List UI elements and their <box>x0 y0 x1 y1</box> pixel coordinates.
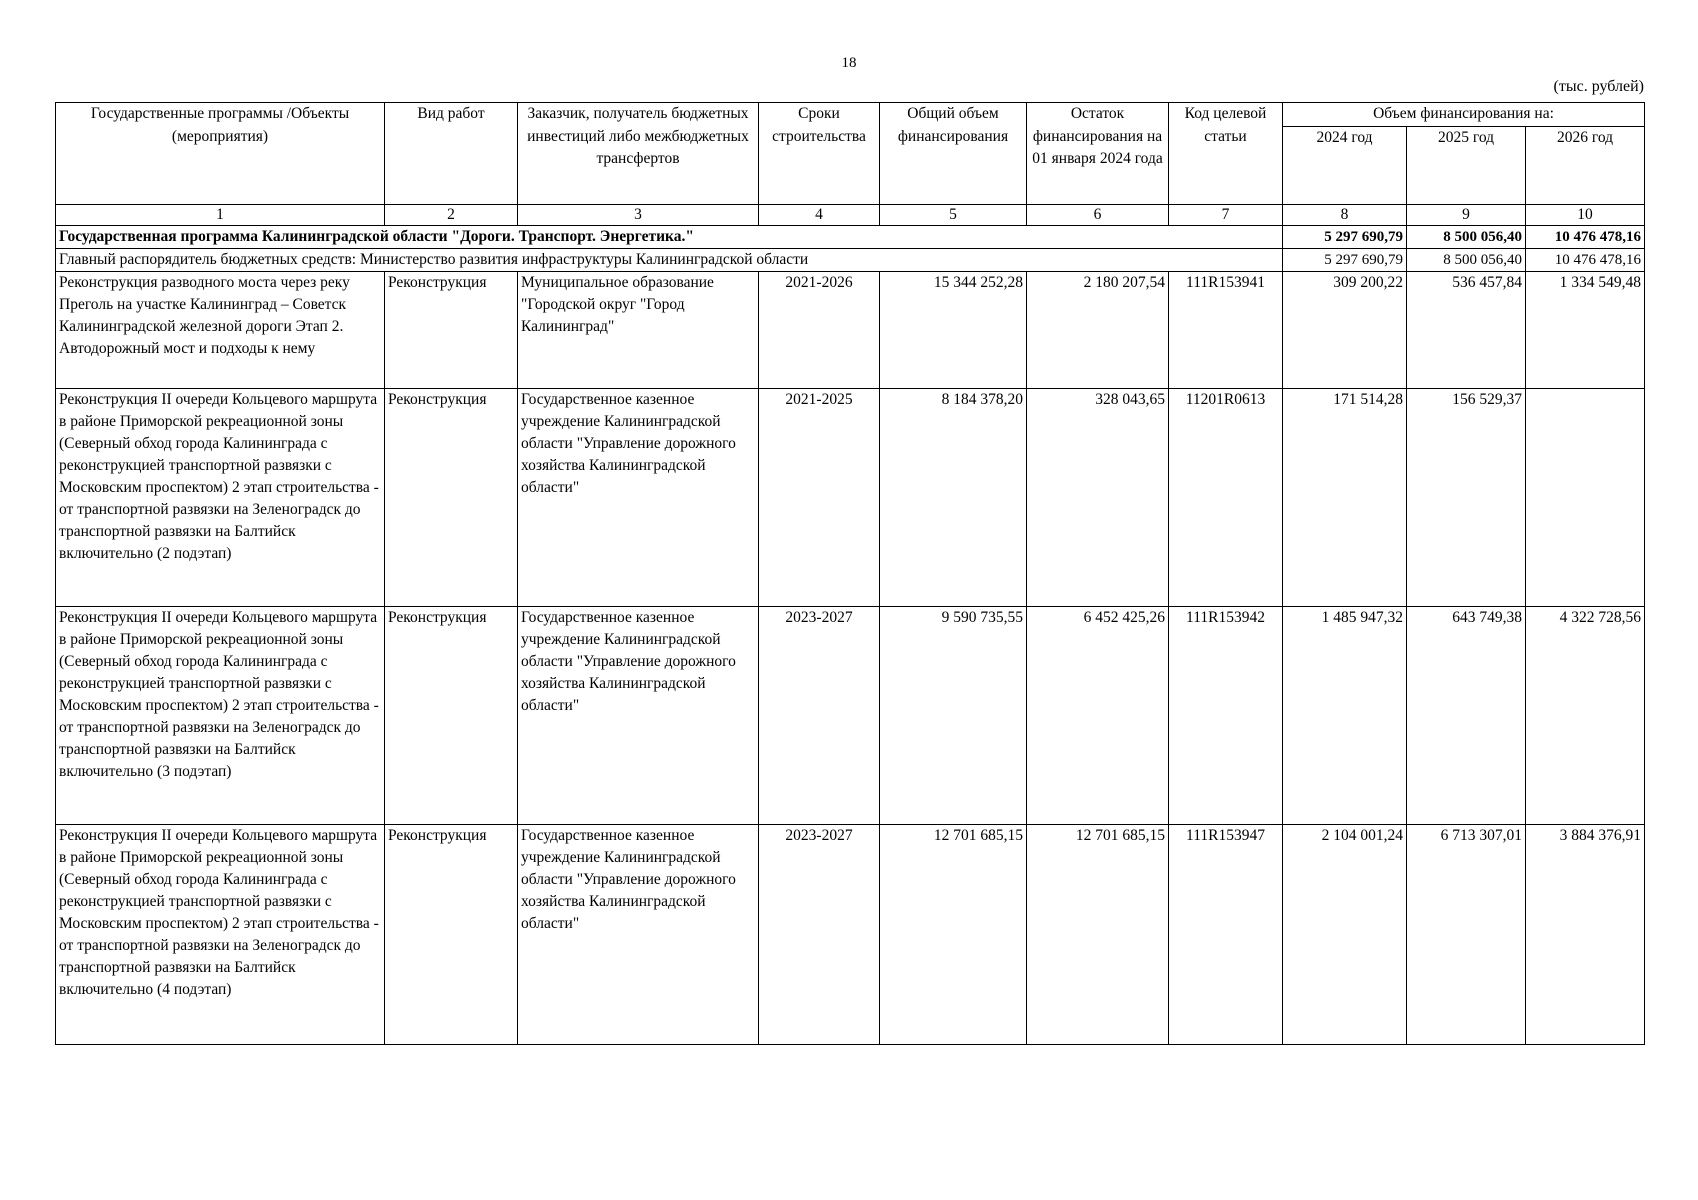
total-financing: 15 344 252,28 <box>880 272 1027 389</box>
customer: Муниципальное образование "Городской округ "Город Калининград" <box>518 272 759 389</box>
header-2024: 2024 год <box>1283 126 1407 205</box>
table-row <box>56 389 1645 607</box>
object-name: Реконструкция II очереди Кольцевого маршрута в районе Приморской рекреационной зоны (Северный обход города Калининграда с реконструкцией транспортной развязки с Московским проспектом) 2 этап строительства - от транспортной развязки на Зеленоградск до транспортной развязки на Балтийск включительно (3 подэтап) <box>56 607 385 825</box>
header-code: Код целевой статьи <box>1169 103 1283 205</box>
header-row-1 <box>56 103 1645 127</box>
header-total: Общий объем финансирования <box>880 103 1027 205</box>
program-row <box>56 226 1645 249</box>
header-customer: Заказчик, получатель бюджетных инвестиций либо межбюджетных трансфертов <box>518 103 759 205</box>
total-financing: 9 590 735,55 <box>880 607 1027 825</box>
column-number: 6 <box>1027 205 1169 226</box>
funding-2025: 643 749,38 <box>1407 607 1526 825</box>
funding-2026: 3 884 376,91 <box>1526 825 1645 1045</box>
distributor-2025: 8 500 056,40 <box>1407 249 1526 272</box>
column-number: 10 <box>1526 205 1645 226</box>
units-label: (тыс. рублей) <box>1553 78 1644 95</box>
header-2025: 2025 год <box>1407 126 1526 205</box>
program-2025: 8 500 056,40 <box>1407 226 1526 249</box>
funding-2025: 156 529,37 <box>1407 389 1526 607</box>
customer: Государственное казенное учреждение Калининградской области "Управление дорожного хозяйства Калининградской области" <box>518 389 759 607</box>
table-row <box>56 607 1645 825</box>
funding-2024: 309 200,22 <box>1283 272 1407 389</box>
program-2024: 5 297 690,79 <box>1283 226 1407 249</box>
terms: 2021-2025 <box>759 389 880 607</box>
distributor-title: Главный распорядитель бюджетных средств: Министерство развития инфраструктуры Калининградской области <box>56 249 1283 272</box>
terms: 2023-2027 <box>759 607 880 825</box>
funding-2026: 4 322 728,56 <box>1526 607 1645 825</box>
distributor-2024: 5 297 690,79 <box>1283 249 1407 272</box>
header-2026: 2026 год <box>1526 126 1645 205</box>
table-row <box>56 272 1645 389</box>
target-code: 111R153947 <box>1169 825 1283 1045</box>
total-financing: 8 184 378,20 <box>880 389 1027 607</box>
customer: Государственное казенное учреждение Калининградской области "Управление дорожного хозяйства Калининградской области" <box>518 607 759 825</box>
total-financing: 12 701 685,15 <box>880 825 1027 1045</box>
column-number: 9 <box>1407 205 1526 226</box>
target-code: 11201R0613 <box>1169 389 1283 607</box>
work-type: Реконструкция <box>385 389 518 607</box>
terms: 2021-2026 <box>759 272 880 389</box>
remainder: 6 452 425,26 <box>1027 607 1169 825</box>
object-name: Реконструкция разводного моста через реку Преголь на участке Калининград – Советск Калининградской железной дороги Этап 2. Автодорожный мост и подходы к нему <box>56 272 385 389</box>
page-number: 18 <box>841 55 857 71</box>
program-title: Государственная программа Калининградской области "Дороги. Транспорт. Энергетика." <box>56 226 1283 249</box>
funding-2025: 6 713 307,01 <box>1407 825 1526 1045</box>
customer: Государственное казенное учреждение Калининградской области "Управление дорожного хозяйства Калининградской области" <box>518 825 759 1045</box>
column-number: 1 <box>56 205 385 226</box>
column-number-row <box>56 205 1645 226</box>
table-row <box>56 825 1645 1045</box>
column-number: 7 <box>1169 205 1283 226</box>
target-code: 111R153942 <box>1169 607 1283 825</box>
header-funding-group: Объем финансирования на: <box>1283 103 1645 127</box>
column-number: 4 <box>759 205 880 226</box>
header-terms: Сроки строительства <box>759 103 880 205</box>
funding-2025: 536 457,84 <box>1407 272 1526 389</box>
target-code: 111R153941 <box>1169 272 1283 389</box>
funding-2024: 2 104 001,24 <box>1283 825 1407 1045</box>
funding-2024: 1 485 947,32 <box>1283 607 1407 825</box>
funding-2024: 171 514,28 <box>1283 389 1407 607</box>
column-number: 8 <box>1283 205 1407 226</box>
work-type: Реконструкция <box>385 272 518 389</box>
financing-table <box>55 102 1645 1045</box>
distributor-row <box>56 249 1645 272</box>
remainder: 12 701 685,15 <box>1027 825 1169 1045</box>
header-remainder: Остаток финансирования на 01 января 2024 года <box>1027 103 1169 205</box>
column-number: 3 <box>518 205 759 226</box>
header-work-type: Вид работ <box>385 103 518 205</box>
remainder: 2 180 207,54 <box>1027 272 1169 389</box>
program-2026: 10 476 478,16 <box>1526 226 1645 249</box>
work-type: Реконструкция <box>385 825 518 1045</box>
funding-2026: 1 334 549,48 <box>1526 272 1645 389</box>
distributor-2026: 10 476 478,16 <box>1526 249 1645 272</box>
header-programs: Государственные программы /Объекты (мероприятия) <box>56 103 385 205</box>
terms: 2023-2027 <box>759 825 880 1045</box>
remainder: 328 043,65 <box>1027 389 1169 607</box>
object-name: Реконструкция II очереди Кольцевого маршрута в районе Приморской рекреационной зоны (Северный обход города Калининграда с реконструкцией транспортной развязки с Московским проспектом) 2 этап строительства - от транспортной развязки на Зеленоградск до транспортной развязки на Балтийск включительно (4 подэтап) <box>56 825 385 1045</box>
work-type: Реконструкция <box>385 607 518 825</box>
column-number: 2 <box>385 205 518 226</box>
funding-2026 <box>1526 389 1645 607</box>
object-name: Реконструкция II очереди Кольцевого маршрута в районе Приморской рекреационной зоны (Северный обход города Калининграда с реконструкцией транспортной развязки с Московским проспектом) 2 этап строительства - от транспортной развязки на Зеленоградск до транспортной развязки на Балтийск включительно (2 подэтап) <box>56 389 385 607</box>
column-number: 5 <box>880 205 1027 226</box>
